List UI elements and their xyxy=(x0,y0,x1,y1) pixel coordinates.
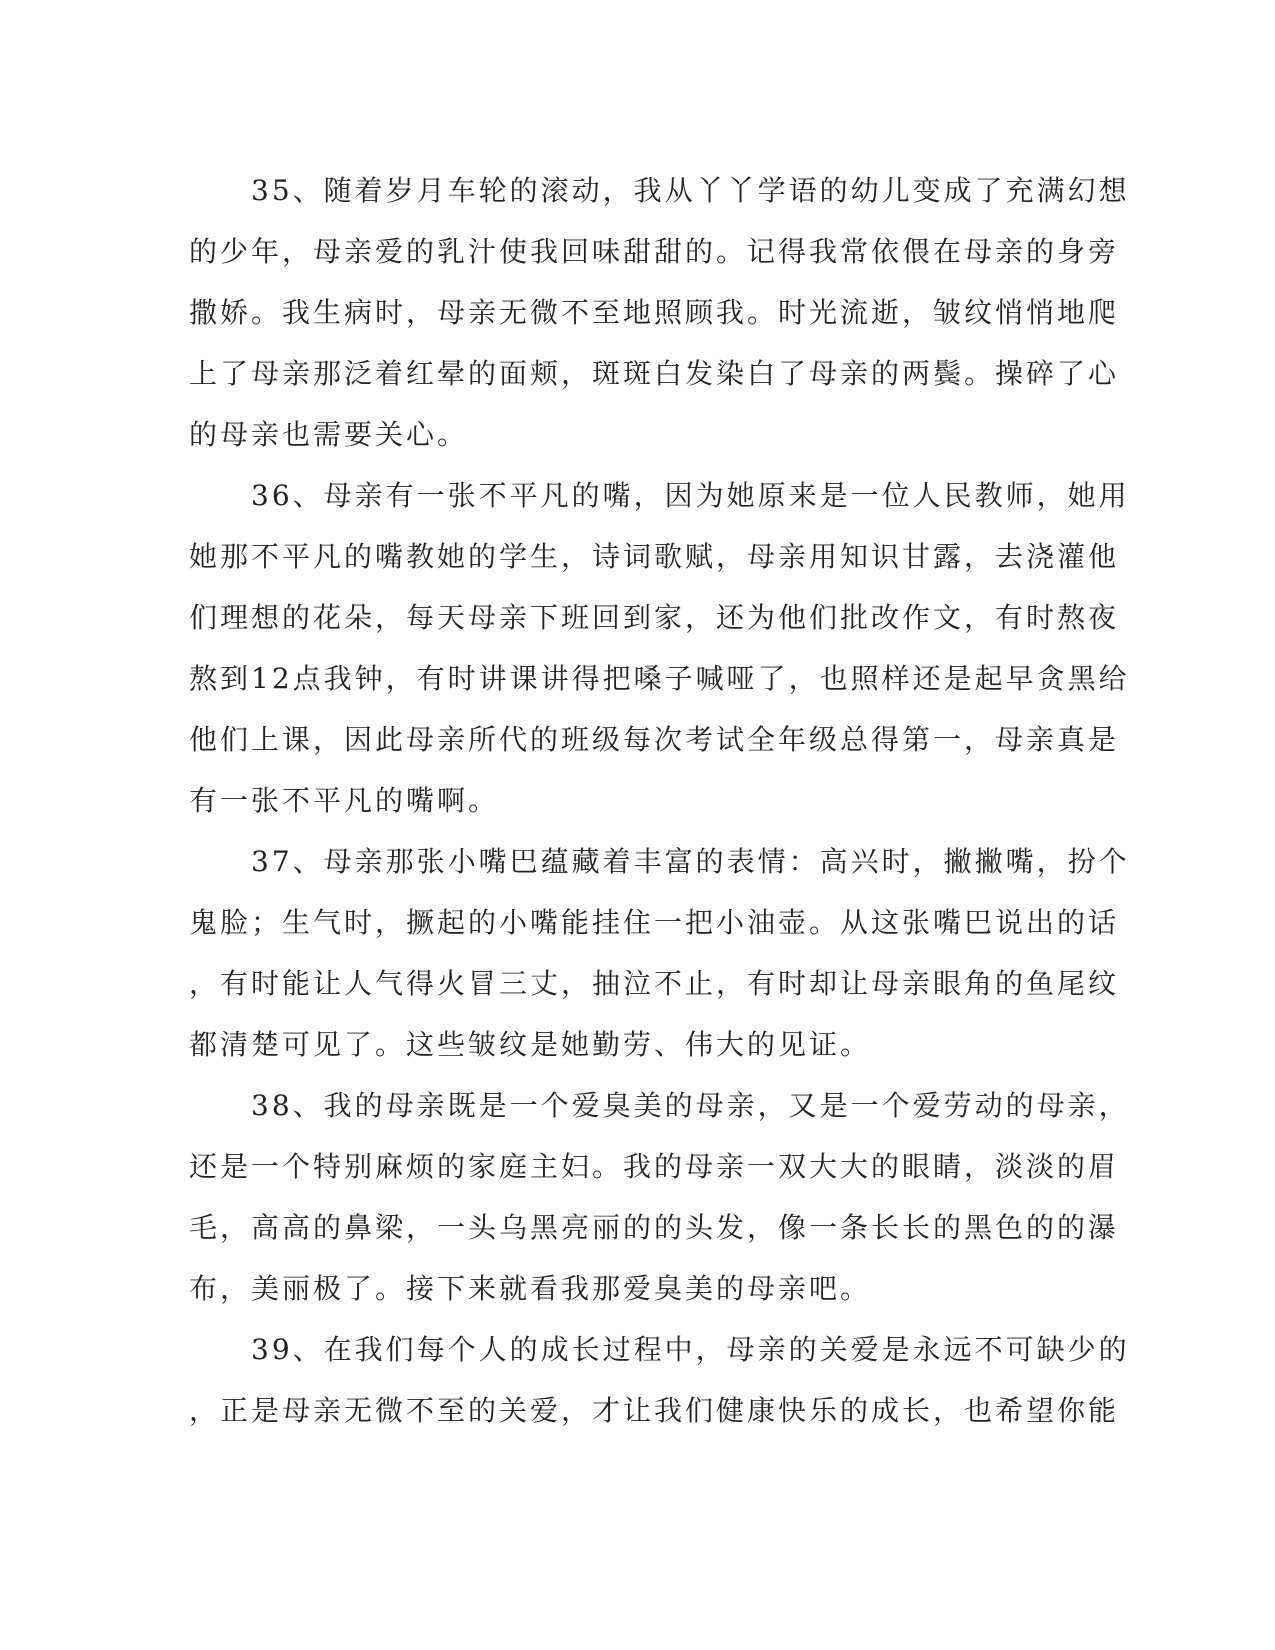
text-line: 毛，高高的鼻梁，一头乌黑亮丽的的头发，像一条长长的黑色的的瀑 xyxy=(189,1211,1120,1244)
text-line: 们理想的花朵，每天母亲下班回到家，还为他们批改作文，有时熬夜 xyxy=(189,601,1120,634)
text-line: 布，美丽极了。接下来就看我那爱臭美的母亲吧。 xyxy=(189,1272,872,1305)
text-line: 熬到12点我钟，有时讲课讲得把嗓子喊哑了，也照样还是起早贪黑给 xyxy=(189,662,1130,695)
text-line: 她那不平凡的嘴教她的学生，诗词歌赋，母亲用知识甘露，去浇灌他 xyxy=(189,540,1120,573)
text-line: 还是一个特别麻烦的家庭主妇。我的母亲一双大大的眼睛，淡淡的眉 xyxy=(189,1150,1120,1183)
text-line: 36、母亲有一张不平凡的嘴，因为她原来是一位人民教师，她用 xyxy=(251,479,1130,512)
text-line: 35、随着岁月车轮的滚动，我从丫丫学语的幼儿变成了充满幻想 xyxy=(251,174,1130,207)
text-line: ，正是母亲无微不至的关爱，才让我们健康快乐的成长，也希望你能 xyxy=(189,1394,1120,1427)
paragraph-38 xyxy=(189,1075,1130,1319)
text-line: 都清楚可见了。这些皱纹是她勤劳、伟大的见证。 xyxy=(189,1028,872,1061)
text-line: 39、在我们每个人的成长过程中，母亲的关爱是永远不可缺少的 xyxy=(251,1333,1130,1366)
document-body xyxy=(189,160,1130,1441)
paragraph-39 xyxy=(189,1319,1130,1441)
paragraph-37 xyxy=(189,831,1130,1075)
text-line: 有一张不平凡的嘴啊。 xyxy=(189,784,500,817)
text-line: 的少年，母亲爱的乳汁使我回味甜甜的。记得我常依偎在母亲的身旁 xyxy=(189,235,1120,268)
paragraph-35 xyxy=(189,160,1130,465)
text-line: 撒娇。我生病时，母亲无微不至地照顾我。时光流逝，皱纹悄悄地爬 xyxy=(189,296,1120,329)
text-line: 的母亲也需要关心。 xyxy=(189,418,469,451)
text-line: 37、母亲那张小嘴巴蕴藏着丰富的表情：高兴时，撇撇嘴，扮个 xyxy=(251,845,1130,878)
text-line: 他们上课，因此母亲所代的班级每次考试全年级总得第一，母亲真是 xyxy=(189,723,1120,756)
text-line: 鬼脸；生气时，撅起的小嘴能挂住一把小油壶。从这张嘴巴说出的话 xyxy=(189,906,1120,939)
text-line: 上了母亲那泛着红晕的面颊，斑斑白发染白了母亲的两鬓。操碎了心 xyxy=(189,357,1120,390)
paragraph-36 xyxy=(189,465,1130,831)
text-line: ，有时能让人气得火冒三丈，抽泣不止，有时却让母亲眼角的鱼尾纹 xyxy=(189,967,1120,1000)
text-line: 38、我的母亲既是一个爱臭美的母亲，又是一个爱劳动的母亲， xyxy=(251,1089,1130,1122)
